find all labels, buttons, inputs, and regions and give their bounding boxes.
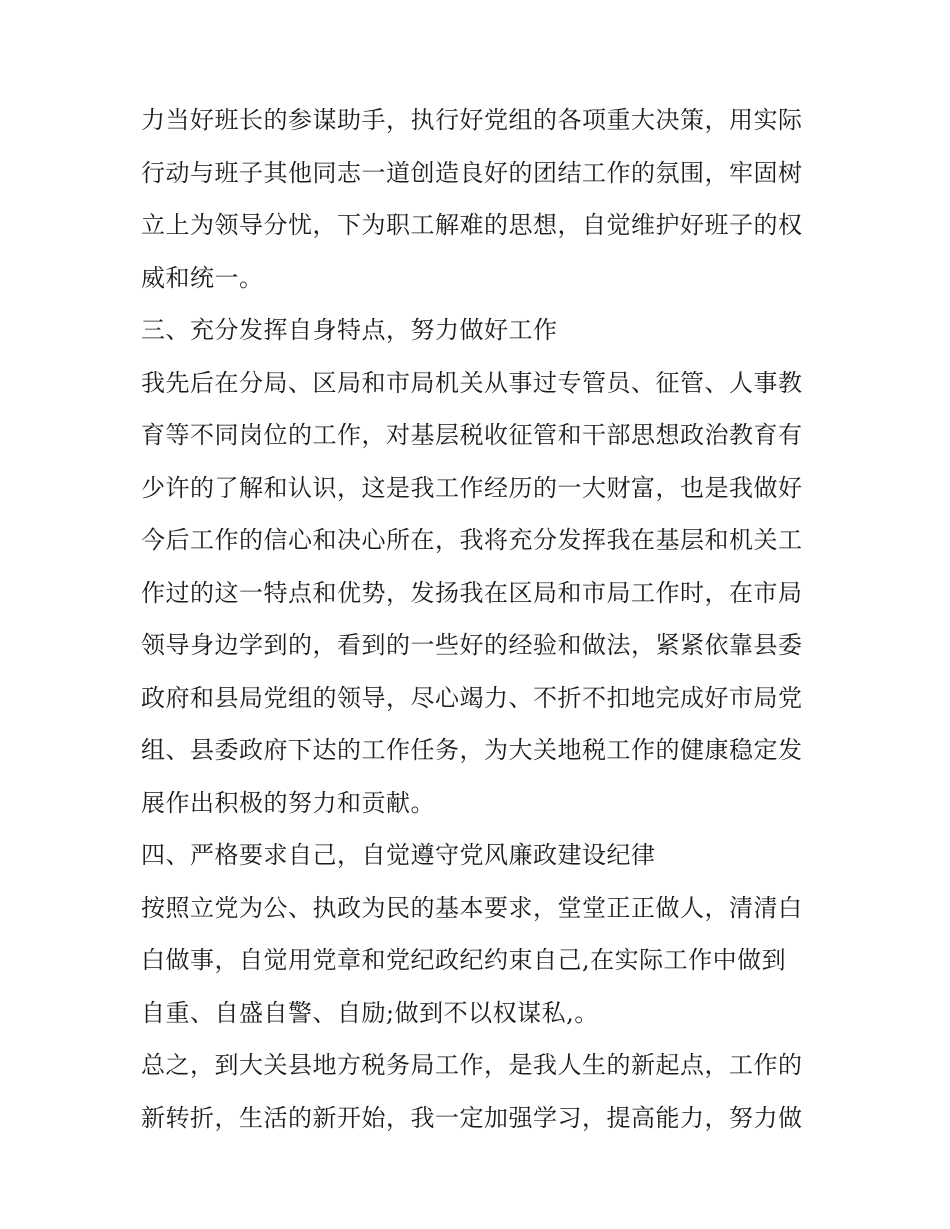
paragraph-line: 今后工作的信心和决心所在，我将充分发挥我在基层和机关工 [141,526,803,554]
paragraph-line: 我先后在分局、区局和市局机关从事过专管员、征管、人事教 [141,368,803,397]
paragraph-line: 组、县委政府下达的工作任务，为大关地税工作的健康稳定发 [141,736,803,764]
paragraph-line: 育等不同岗位的工作，对基层税收征管和干部思想政治教育有 [141,421,803,449]
document-body [141,108,821,1158]
paragraph-line: 总之，到大关县地方税务局工作，是我人生的新起点，工作的 [141,1051,803,1079]
paragraph-line: 行动与班子其他同志一道创造良好的团结工作的氛围，牢固树 [141,158,803,187]
paragraph-line: 新转折，生活的新开始，我一定加强学习，提高能力，努力做 [141,1103,803,1132]
paragraph-line: 少许的了解和认识，这是我工作经历的一大财富，也是我做好 [141,473,803,502]
paragraph-line: 白做事，自觉用党章和党纪政纪约束自己,在实际工作中做到 [141,946,787,974]
paragraph-line: 政府和县局党组的领导，尽心竭力、不折不扣地完成好市局党 [141,683,803,712]
paragraph-line: 展作出积极的努力和贡献。 [141,788,435,817]
paragraph-line: 威和统一。 [141,263,264,292]
paragraph-line: 按照立党为公、执政为民的基本要求，堂堂正正做人，清清白 [141,893,803,922]
paragraph-line: 作过的这一特点和优势，发扬我在区局和市局工作时，在市局 [141,578,803,607]
paragraph-line: 自重、自盛自警、自励;做到不以权谋私,。 [141,998,599,1027]
paragraph-line: 立上为领导分忧，下为职工解难的思想，自觉维护好班子的权 [141,211,803,239]
section-heading: 三、充分发挥自身特点，努力做好工作 [141,316,558,344]
paragraph-line: 领导身边学到的，看到的一些好的经验和做法，紧紧依靠县委 [141,631,803,659]
paragraph-line: 力当好班长的参谋助手，执行好党组的各项重大决策，用实际 [141,106,803,134]
section-heading: 四、严格要求自己，自觉遵守党风廉政建设纪律 [141,841,656,869]
